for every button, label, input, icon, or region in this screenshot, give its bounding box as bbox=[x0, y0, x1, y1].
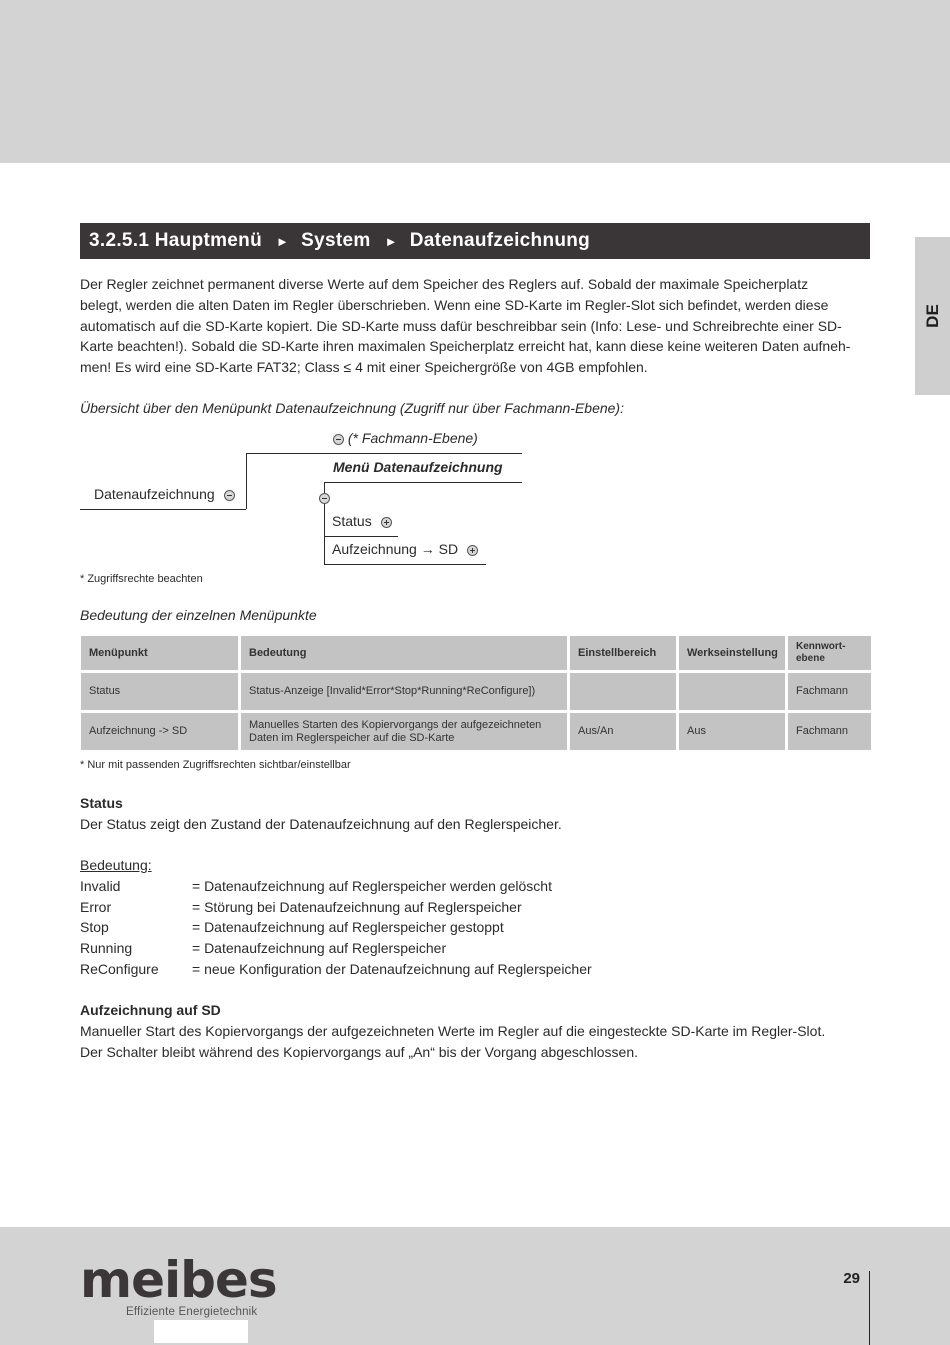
definition-row bbox=[80, 961, 592, 977]
minus-circle-icon bbox=[333, 434, 344, 445]
intro-line: Karte beachten!). Sobald die SD-Karte ihren maximalen Speicherplatz erreicht hat, kann diese keine weiteren Daten aufneh- bbox=[80, 338, 851, 355]
table-header: Einstellbereich bbox=[570, 636, 676, 670]
access-note-label: (* Fachmann-Ebene) bbox=[347, 430, 478, 446]
overview-caption: Übersicht über den Menüpunkt Datenaufzeichnung (Zugriff nur über Fachmann-Ebene): bbox=[80, 400, 624, 416]
definition-desc: = neue Konfiguration der Datenaufzeichnung auf Reglerspeicher bbox=[192, 961, 592, 977]
table-row bbox=[81, 673, 871, 710]
breadcrumb-arrow-icon: ► bbox=[384, 233, 398, 249]
definition-desc: = Datenaufzeichnung auf Reglerspeicher bbox=[192, 940, 447, 956]
access-note bbox=[333, 430, 478, 446]
table-cell: Status-Anzeige [Invalid*Error*Stop*Running*ReConfigure]) bbox=[241, 673, 567, 710]
table-cell: Fachmann bbox=[788, 673, 871, 710]
sd-text-line: Manueller Start des Kopiervorgangs der aufgezeichneten Werte im Regler auf die eingesteckte SD-Karte im Regler-Slot. bbox=[80, 1023, 826, 1039]
arrow-right-icon: → bbox=[420, 541, 435, 557]
table-footnote: * Nur mit passenden Zugriffsrechten sichtbar/einstellbar bbox=[80, 759, 351, 771]
menu-item-status-label: Status bbox=[332, 513, 372, 529]
definition-row bbox=[80, 878, 552, 894]
table-cell bbox=[679, 673, 785, 710]
menu-root-item[interactable] bbox=[94, 486, 235, 502]
page-number-rule bbox=[869, 1271, 870, 1345]
table-header: Werkseinstellung bbox=[679, 636, 785, 670]
definition-term: Invalid bbox=[80, 878, 121, 894]
table-caption: Bedeutung der einzelnen Menüpunkte bbox=[80, 607, 317, 623]
heading-path-datenaufzeichnung: Datenaufzeichnung bbox=[409, 230, 591, 251]
minus-circle-icon bbox=[224, 490, 235, 501]
header-band bbox=[0, 0, 950, 163]
connector-line bbox=[324, 564, 486, 565]
definition-term: Running bbox=[80, 940, 133, 956]
diagram-footnote: * Zugriffsrechte beachten bbox=[80, 573, 203, 585]
heading-section: 3.2.5.1 Hauptmenü bbox=[89, 230, 262, 251]
menu-item-record-sd[interactable] bbox=[332, 541, 478, 557]
definition-term: Stop bbox=[80, 919, 109, 935]
logo-tagline: Effiziente Energietechnik bbox=[126, 1306, 258, 1318]
definition-row bbox=[80, 919, 504, 935]
menu-title: Menü Datenaufzeichnung bbox=[333, 459, 503, 475]
menu-root-item-label: Datenaufzeichnung bbox=[94, 486, 215, 502]
section-heading bbox=[80, 223, 870, 259]
definition-row bbox=[80, 899, 522, 915]
heading-path-system: System bbox=[301, 230, 371, 251]
definition-desc: = Datenaufzeichnung auf Reglerspeicher gestoppt bbox=[192, 919, 504, 935]
table-header-row bbox=[81, 636, 871, 670]
meaning-label: Bedeutung: bbox=[80, 857, 152, 873]
table-cell: Fachmann bbox=[788, 713, 871, 750]
footer-decoration bbox=[154, 1320, 248, 1343]
status-text: Der Status zeigt den Zustand der Datenaufzeichnung auf den Reglerspeicher. bbox=[80, 816, 562, 832]
menu-item-status[interactable] bbox=[332, 513, 392, 529]
connector-line bbox=[324, 536, 398, 537]
definition-desc: = Störung bei Datenaufzeichnung auf Reglerspeicher bbox=[192, 899, 522, 915]
plus-circle-icon bbox=[381, 517, 392, 528]
language-tab-label: DE bbox=[922, 304, 942, 328]
table-cell bbox=[570, 673, 676, 710]
table-cell: Aus bbox=[679, 713, 785, 750]
status-title: Status bbox=[80, 795, 123, 811]
minus-circle-icon bbox=[319, 493, 330, 504]
intro-line: Der Regler zeichnet permanent diverse Werte auf dem Speicher des Reglers auf. Sobald der maximale Speicherplatz bbox=[80, 276, 809, 292]
language-tab bbox=[915, 237, 950, 395]
menu-item-record-target: SD bbox=[438, 541, 459, 557]
table-header: Bedeutung bbox=[241, 636, 567, 670]
sd-text-line: Der Schalter bleibt während des Kopiervorgangs auf „An“ bis der Vorgang abgeschlossen. bbox=[80, 1044, 638, 1060]
table-header: Menüpunkt bbox=[81, 636, 238, 670]
plus-circle-icon bbox=[467, 545, 478, 556]
definition-term: ReConfigure bbox=[80, 961, 159, 977]
sd-title: Aufzeichnung auf SD bbox=[80, 1002, 221, 1018]
menu-item-record-label: Aufzeichnung bbox=[332, 541, 417, 557]
intro-paragraph bbox=[80, 274, 875, 378]
menu-meaning-table bbox=[78, 633, 874, 753]
intro-line: belegt, werden die alten Daten im Regler überschrieben. Wenn eine SD-Karte im Regler-Slot sich befindet, werden diese bbox=[80, 296, 829, 313]
definition-row bbox=[80, 940, 446, 956]
connector-line bbox=[80, 509, 246, 510]
meibes-logo: meibes bbox=[80, 1251, 277, 1309]
definition-term: Error bbox=[80, 899, 112, 915]
table-row bbox=[81, 713, 871, 750]
connector-line bbox=[246, 453, 522, 454]
intro-line: automatisch auf die SD-Karte kopiert. Die SD-Karte muss dafür beschreibbar sein (Info: Lese- und Schreibrechte einer SD- bbox=[80, 317, 842, 334]
connector-line bbox=[246, 453, 247, 509]
page-number: 29 bbox=[843, 1270, 860, 1287]
table-cell: Aufzeichnung -> SD bbox=[81, 713, 238, 750]
breadcrumb-arrow-icon: ► bbox=[275, 233, 290, 249]
definition-desc: = Datenaufzeichnung auf Reglerspeicher werden gelöscht bbox=[192, 878, 552, 894]
table-cell: Manuelles Starten des Kopiervorgangs der aufgezeichneten Daten im Reglerspeicher auf die SD-Karte bbox=[241, 713, 567, 750]
table-cell: Status bbox=[81, 673, 238, 710]
connector-line bbox=[324, 482, 522, 483]
table-cell: Aus/An bbox=[570, 713, 676, 750]
table-header: Kennwort- ebene bbox=[788, 636, 871, 670]
intro-line: men! Es wird eine SD-Karte FAT32; Class ≤ 4 mit einer Speichergröße von 4GB empfohlen. bbox=[80, 359, 648, 376]
